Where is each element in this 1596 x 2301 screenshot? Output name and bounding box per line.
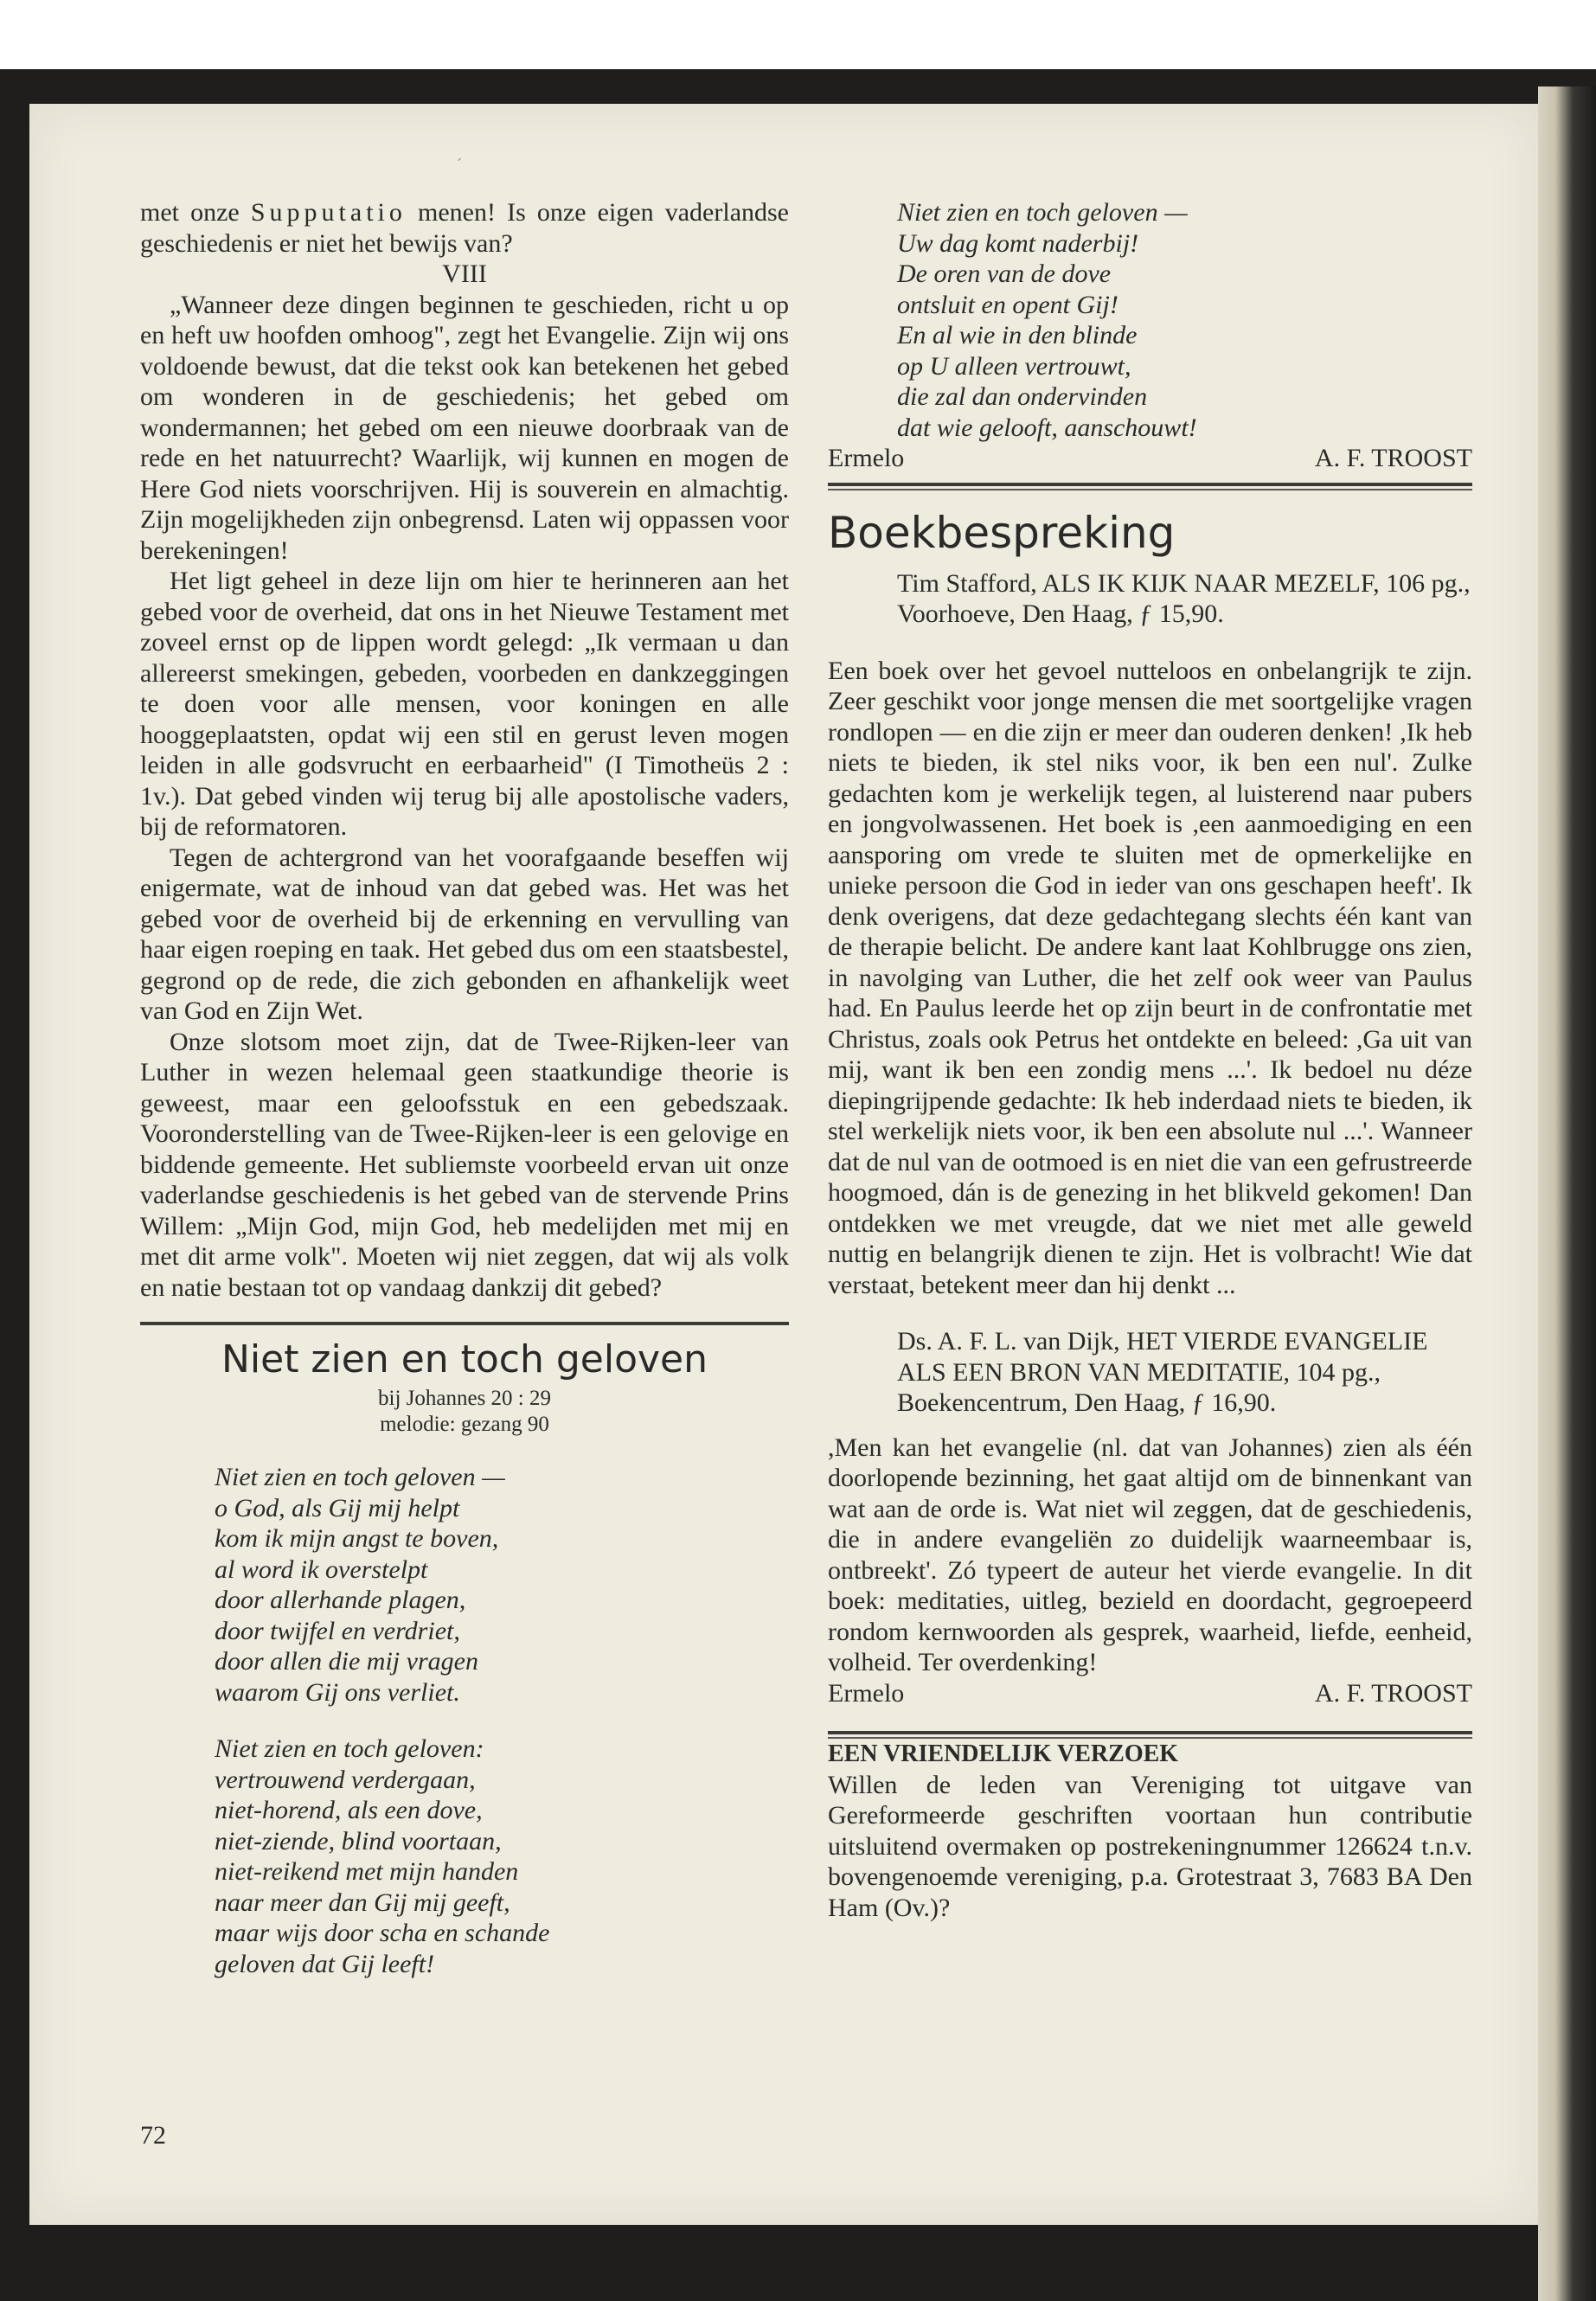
- signature-2: [828, 1678, 1472, 1709]
- poem-line: naar meer dan Gij mij geeft,: [215, 1888, 510, 1917]
- poem-stanza-2: [140, 1734, 789, 1979]
- poem-line: ontsluit en opent Gij!: [897, 290, 1118, 319]
- intro-text-end: menen! Is onze eigen vaderlandse geschiedenis er niet het bewijs van?: [140, 198, 789, 258]
- section-number: VIII: [442, 260, 487, 288]
- poem-melody: melodie: gezang 90: [380, 1413, 549, 1436]
- signature-1: [828, 443, 1472, 474]
- poem-line: niet-ziende, blind voortaan,: [215, 1826, 502, 1856]
- poem-reference: bij Johannes 20 : 29: [378, 1387, 551, 1410]
- page-number: 72: [140, 2121, 166, 2150]
- poem-line: kom ik mijn angst te boven,: [215, 1524, 499, 1553]
- poem-line: En al wie in den blinde: [897, 321, 1138, 349]
- signature-author: A. F. TROOST: [1314, 444, 1472, 472]
- intro-text-start: met onze: [140, 198, 240, 227]
- paragraph-1: „Wanneer deze dingen beginnen te geschieden, richt u op en heft uw hoofden omhoog", zegt het Evangelie. Zijn wij ons voldoende bewust, dat die tekst ook kan betekenen het gebed om wonderen in de geschiedenis; het gebed om wondermannen; het gebed om een nieuwe doorbraak van de rede en het natuurrecht? Waarlijk, wij kunnen en mogen de Here God niets voorschrijven. Hij is souverein en almachtig. Zijn mogelijkheden zijn onbegrensd. Laten wij oppassen voor berekeningen!: [140, 290, 789, 565]
- poem-line: door allerhande plagen,: [215, 1586, 466, 1614]
- divider-rule: [828, 1731, 1472, 1734]
- poem-line: geloven dat Gij leeft!: [215, 1949, 435, 1978]
- divider-rule: [828, 483, 1472, 486]
- signature-author: A. F. TROOST: [1314, 1678, 1472, 1708]
- intro-paragraph: [140, 197, 789, 259]
- book-2-review: ,Men kan het evangelie (nl. dat van Johannes) zien als één doorlopende bezinning, het gaat altijd om de binnenkant van wat aan de orde is. Wat niet wil zeggen, dat de geschiedenis, die in andere evangeliën zo duidelijk waarneembaar is, ontbreekt'. Zó typeert de auteur het vierde evangelie. In dit boek: meditaties, uitleg, bezield en doordacht, gegroepeerd rondom kernwoorden als gesprek, waarheid, liefde, eenheid, volheid. Ter overdenking!: [828, 1433, 1472, 1676]
- paragraph-3: Tegen de achtergrond van het voorafgaande beseffen wij enigermate, wat de inhoud van dat gebed was. Het was het gebed voor de overheid bij de erkenning en vervulling van haar eigen roeping en taak. Het gebed dus om een staatsbestel, gegrond op de rede, die zich gebonden en afhankelijk weet van God en Zijn Wet.: [140, 843, 789, 1025]
- poem-line: De oren van de dove: [897, 260, 1112, 288]
- stray-mark: ´: [457, 156, 462, 173]
- poem-line: al word ik overstelpt: [215, 1554, 428, 1584]
- poem-stanza-3: [828, 197, 1472, 443]
- book-spine: [1538, 87, 1596, 2301]
- poem-line: door allen die mij vragen: [215, 1647, 478, 1676]
- right-column: [828, 197, 1472, 1923]
- poem-line: niet-reikend met mijn handen: [215, 1857, 519, 1886]
- poem-line: Uw dag komt naderbij!: [897, 228, 1139, 258]
- divider-rule: [140, 1322, 789, 1325]
- notice-title: EEN VRIENDELIJK VERZOEK: [828, 1740, 1179, 1767]
- poem-line: door twijfel en verdriet,: [215, 1616, 460, 1645]
- section-title: Boekbespreking: [828, 507, 1176, 558]
- poem-line: dat wie gelooft, aanschouwt!: [897, 413, 1197, 442]
- poem-line: Niet zien en toch geloven —: [897, 198, 1188, 227]
- poem-line: Niet zien en toch geloven:: [215, 1734, 484, 1763]
- divider-rule-thin: [828, 489, 1472, 490]
- poem-line: die zal dan ondervinden: [897, 382, 1148, 411]
- paragraph-2: Het ligt geheel in deze lijn om hier te herinneren aan het gebed voor de overheid, dat ons in het Nieuwe Testament met zoveel ernst op de lippen wordt gelegd: „Ik vermaan u dan allereerst smekingen, gebeden, voorbeden en dankzeggingen te doen voor alle mensen, voor koningen en alle hooggeplaatsten, opdat wij een stil en gerust leven mogen leiden in alle godsvrucht en eerbaarheid" (I Timotheüs 2 : 1v.). Dat gebed vinden wij terug bij alle apostolische vaders, bij de reformatoren.: [140, 567, 789, 841]
- poem-title: Niet zien en toch geloven: [221, 1337, 708, 1381]
- poem-line: o God, als Gij mij helpt: [215, 1493, 460, 1522]
- book-2-bibliography: Ds. A. F. L. van Dijk, HET VIERDE EVANGELIE ALS EEN BRON VAN MEDITATIE, 104 pg., Boekencentrum, Den Haag, ƒ 16,90.: [897, 1327, 1428, 1417]
- signature-place: Ermelo: [828, 1678, 905, 1708]
- intro-spaced-word: Supputatio: [250, 198, 407, 227]
- poem-line: vertrouwend verdergaan,: [215, 1765, 476, 1794]
- paragraph-4: Onze slotsom moet zijn, dat de Twee-Rijken-leer van Luther in wezen helemaal geen staatkundige theorie is geweest, maar een geloofsstuk en een gebedszaak. Vooronderstelling van de Twee-Rijken-leer is een gelovige en biddende gemeente. Het subliemste voorbeeld ervan uit onze vaderlandse geschiedenis is het gebed van de stervende Prins Willem: „Mijn God, mijn God, heb medelijden met mij en met dit arme volk". Moeten wij niet zeggen, dat wij als volk en natie bestaan tot op vandaag dankzij dit gebed?: [140, 1027, 789, 1302]
- poem-line: op U alleen vertrouwt,: [897, 351, 1131, 381]
- poem-line: Niet zien en toch geloven —: [215, 1463, 505, 1491]
- poem-line: maar wijs door scha en schande: [215, 1919, 550, 1947]
- signature-place: Ermelo: [828, 444, 905, 472]
- book-1-review: Een boek over het gevoel nutteloos en onbelangrijk te zijn. Zeer geschikt voor jonge mensen die met soortgelijke vragen rondlopen — en die zijn er meer dan ouderen denken! ,Ik heb niets te bieden, ik stel niks voor, ik ben een nul'. Zulke gedachten kom je werkelijk tegen, al luisterend naar pubers en jongvolwassenen. Het boek is ,een aanmoediging en een aansporing om vrede te sluiten met de opmerkelijke en unieke persoon die God in ieder van ons geschapen heeft'. Ik denk overigens, dat deze gedachtegang slechts één kant van de therapie belicht. De andere kant laat Kohlbrugge ons zien, in navolging van Luther, die het zelf ook weer van Paulus had. En Paulus leerde het op zijn beurt in de confrontatie met Christus, zoals ook Petrus het ontdekte en beleed: ,Ga uit van mij, want ik ben een zondig mens ...'. Ik bedoel nu déze diepingrijpende gedachte: Ik heb inderdaad niets te bieden, ik stel werkelijk niets voor, ik ben een absolute nul ...'. Wanneer dat de nul van de ootmoed is en niet die van een gefrustreerde hoogmoed, dán is de genezing in het blikveld gekomen! Dan ontdekken we met vreugde, dat we niet met alle geweld nuttig en belangrijk dienen te zijn. Het is volbracht! Wie dat verstaat, betekent meer dan hij denkt ...: [828, 656, 1472, 1299]
- poem-stanza-1: [140, 1462, 789, 1708]
- poem-line: waarom Gij ons verliet.: [215, 1677, 460, 1707]
- left-column: [140, 197, 789, 1979]
- poem-line: niet-horend, als een dove,: [215, 1796, 483, 1824]
- book-1-bibliography: Tim Stafford, ALS IK KIJK NAAR MEZELF, 106 pg., Voorhoeve, Den Haag, ƒ 15,90.: [897, 568, 1471, 628]
- notice-text: Willen de leden van Vereniging tot uitgave van Gereformeerde geschriften voortaan hun contributie uitsluitend overmaken op postrekeningnummer 126624 t.n.v. bovengenoemde vereniging, p.a. Grotestraat 3, 7683 BA Den Ham (Ov.)?: [828, 1770, 1472, 1922]
